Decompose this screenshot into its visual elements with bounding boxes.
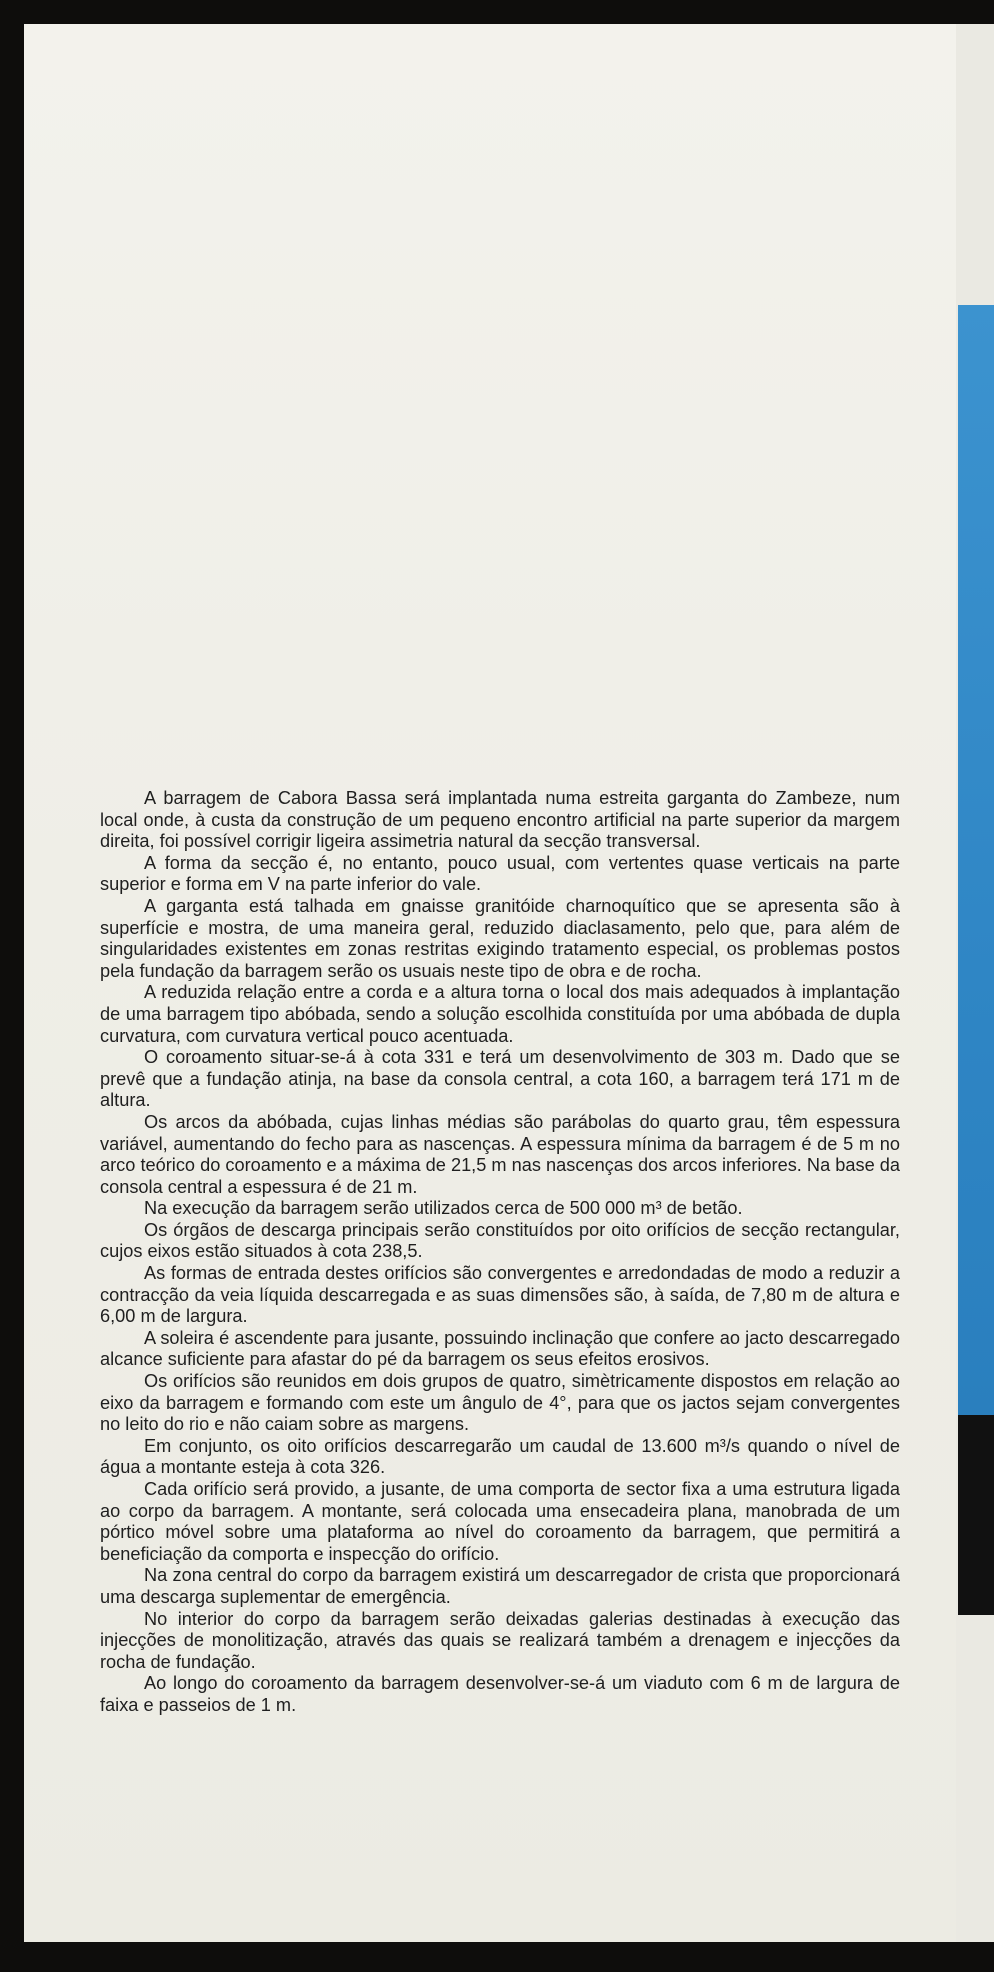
paragraph: As formas de entrada destes orifícios são convergentes e arredondadas de modo a reduzir a contracção da veia líquida descarregada e as suas dimensões são, à saída, de 7,80 m de altura e 6,00 m de largura. (100, 1263, 900, 1327)
paragraph: Os arcos da abóbada, cujas linhas médias são parábolas do quarto grau, têm espessura variável, aumentando do fecho para as nascenças. A espessura mínima da barragem é de 5 m no arco teórico do coroamento e a máxima de 21,5 m nas nascenças dos arcos inferiores. Na base da consola central a espessura é de 21 m. (100, 1111, 900, 1197)
paragraph: A forma da secção é, no entanto, pouco usual, com vertentes quase verticais na parte superior e forma em V na parte inferior do vale. (100, 852, 900, 895)
paragraph: Cada orifício será provido, a jusante, de uma comporta de sector fixa a uma estrutura ligada ao corpo da barragem. A montante, será colocada uma ensecadeira plana, manobrada de um pórtico móvel sobre uma plataforma ao nível do coroamento da barragem, que permitirá a beneficiação da comporta e inspecção do orifício. (100, 1479, 900, 1564)
paragraph: Em conjunto, os oito orifícios descarregarão um caudal de 13.600 m³/s quando o nível de água a montante esteja à cota 326. (100, 1435, 900, 1478)
paragraph: Os órgãos de descarga principais serão constituídos por oito orifícios de secção rectangular, cujos eixos estão situados à cota 238,5. (100, 1219, 900, 1262)
paragraph: O coroamento situar-se-á à cota 331 e terá um desenvolvimento de 303 m. Dado que se prevê que a fundação atinja, na base da consola central, a cota 160, a barragem terá 171 m de altura. (100, 1047, 900, 1111)
paragraph: A reduzida relação entre a corda e a altura torna o local dos mais adequados à implantação de uma barragem tipo abóbada, sendo a solução escolhida constituída por uma abóbada de dupla curvatura, com curvatura vertical pouco acentuada. (100, 982, 900, 1046)
paragraph: No interior do corpo da barragem serão deixadas galerias destinadas à execução das injecções de monolitização, através das quais se realizará também a drenagem e injecções da rocha de fundação. (100, 1608, 900, 1672)
paragraph: Na execução da barragem serão utilizados cerca de 500 000 m³ de betão. (144, 1198, 743, 1219)
paragraph: A soleira é ascendente para jusante, possuindo inclinação que confere ao jacto descarregado alcance suficiente para afastar do pé da barragem os seus efeitos erosivos. (100, 1327, 900, 1370)
body-text (100, 788, 900, 1717)
paragraph: Na zona central do corpo da barragem existirá um descarregador de crista que proporcionará uma descarga suplementar de emergência. (100, 1565, 900, 1607)
adjacent-page-blue-edge (958, 305, 994, 1415)
paragraph: A garganta está talhada em gnaisse granitóide charnoquítico que se apresenta são à superfície e mostra, de uma maneira geral, reduzido diaclasamento, pelo que, para além de singularidades existentes em zonas restritas exigindo tratamento especial, os problemas postos pela fundação da barragem serão os usuais neste tipo de obra e de rocha. (100, 895, 900, 981)
paragraph: A barragem de Cabora Bassa será implantada numa estreita garganta do Zambeze, num local onde, à custa da construção de um pequeno encontro artificial na parte superior da margem direita, foi possível corrigir ligeira assimetria natural da secção transversal. (100, 788, 900, 852)
adjacent-page-dark-edge (958, 1415, 994, 1615)
paragraph: Os orifícios são reunidos em dois grupos de quatro, simètricamente dispostos em relação ao eixo da barragem e formando com este um ângulo de 4°, para que os jactos sejam convergentes no leito do rio e não caiam sobre as margens. (100, 1371, 900, 1435)
paragraph: Ao longo do coroamento da barragem desenvolver-se-á um viaduto com 6 m de largura de faixa e passeios de 1 m. (100, 1673, 900, 1715)
